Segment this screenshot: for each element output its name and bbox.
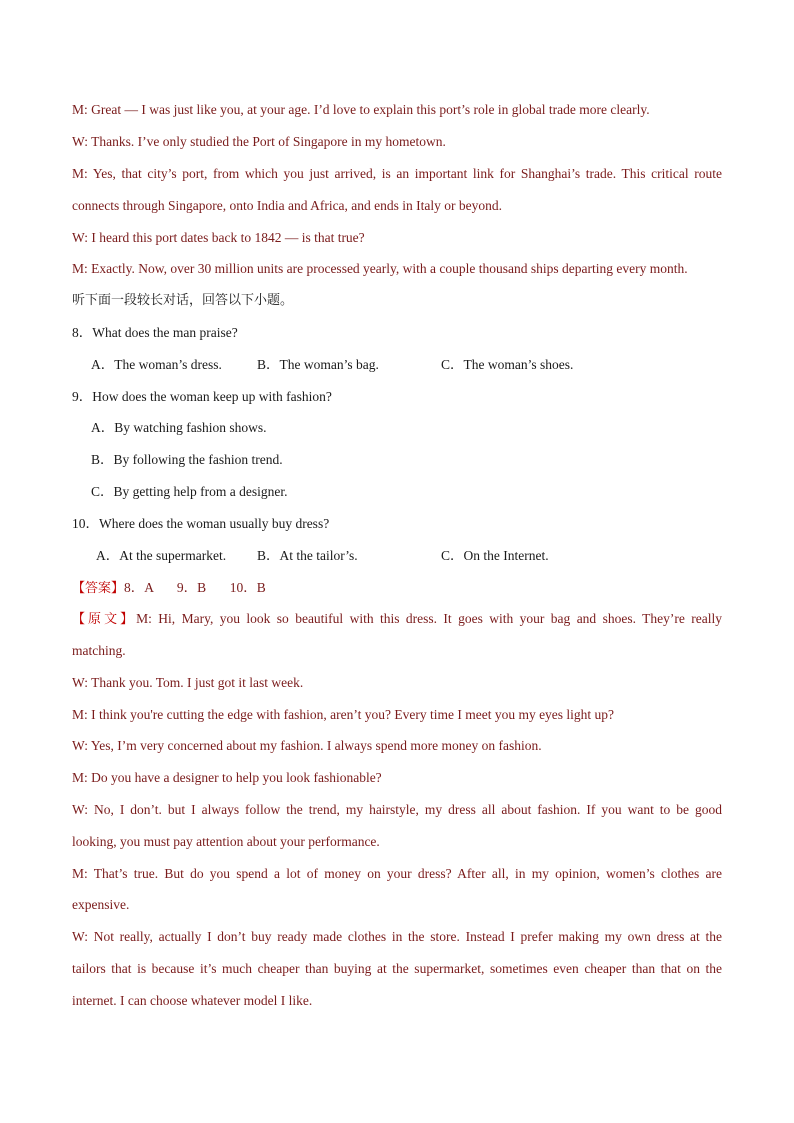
option-b: B．The woman’s bag.: [257, 357, 379, 372]
answer-line: [72, 579, 722, 598]
transcript-line: W: No, I don’t. but I always follow the trend, my hairstyle, my dress all about fashion. If you want to be good: [72, 802, 722, 817]
transcript-line: W: Thank you. Tom. I just got it last week.: [72, 675, 304, 690]
question-stem: 10．Where does the woman usually buy dress?: [72, 516, 330, 531]
dialog-line: M: Exactly. Now, over 30 million units are processed yearly, with a couple thousand ships departing every month.: [72, 261, 688, 276]
question-stem: 9．How does the woman keep up with fashion?: [72, 389, 332, 404]
option-c: C．The woman’s shoes.: [441, 357, 574, 372]
transcript-line: [72, 610, 722, 629]
transcript-line: M: I think you're cutting the edge with fashion, aren’t you? Every time I meet you my eyes light up?: [72, 707, 615, 722]
transcript-line: W: Not really, actually I don’t buy ready made clothes in the store. Instead I prefer making my own dress at the: [72, 929, 722, 944]
question-stem: 8．What does the man praise?: [72, 325, 238, 340]
section-instruction: 听下面一段较长对话，回答以下小题。: [72, 293, 294, 308]
option-c: C．On the Internet.: [441, 548, 549, 563]
option-b: B．By following the fashion trend.: [91, 452, 283, 467]
option-a: A．At the supermarket.: [96, 548, 227, 563]
transcript-line: M: Do you have a designer to help you look fashionable?: [72, 770, 382, 785]
transcript-line: W: Yes, I’m very concerned about my fashion. I always spend more money on fashion.: [72, 738, 542, 753]
transcript-label: 【原文】: [72, 612, 137, 627]
transcript-text: M: Hi, Mary, you look so beautiful with this dress. It goes with your bag and shoes. They’re really: [136, 611, 722, 626]
dialog-line: M: Yes, that city’s port, from which you just arrived, is an important link for Shanghai’s trade. This critical route: [72, 166, 722, 181]
transcript-line: matching.: [72, 643, 126, 658]
dialog-line: W: I heard this port dates back to 1842 — is that true?: [72, 230, 365, 245]
transcript-line: M: That’s true. But do you spend a lot of money on your dress? After all, in my opinion, women’s clothes are: [72, 866, 722, 881]
option-a: A．By watching fashion shows.: [91, 420, 267, 435]
transcript-line: internet. I can choose whatever model I like.: [72, 993, 313, 1008]
dialog-line: M: Great — I was just like you, at your age. I’d love to explain this port’s role in global trade more clearly.: [72, 102, 650, 117]
answer-text: 8．A 9．B 10．B: [124, 580, 266, 595]
transcript-line: expensive.: [72, 897, 130, 912]
dialog-line: connects through Singapore, onto India and Africa, and ends in Italy or beyond.: [72, 198, 503, 213]
answer-label: 【答案】: [72, 581, 125, 596]
option-b: B．At the tailor’s.: [257, 548, 358, 563]
option-a: A．The woman’s dress.: [91, 357, 222, 372]
option-c: C．By getting help from a designer.: [91, 484, 288, 499]
transcript-line: tailors that is because it’s much cheaper than buying at the supermarket, sometimes even cheaper than that on the: [72, 961, 722, 976]
transcript-line: looking, you must pay attention about your performance.: [72, 834, 380, 849]
dialog-line: W: Thanks. I’ve only studied the Port of Singapore in my hometown.: [72, 134, 446, 149]
